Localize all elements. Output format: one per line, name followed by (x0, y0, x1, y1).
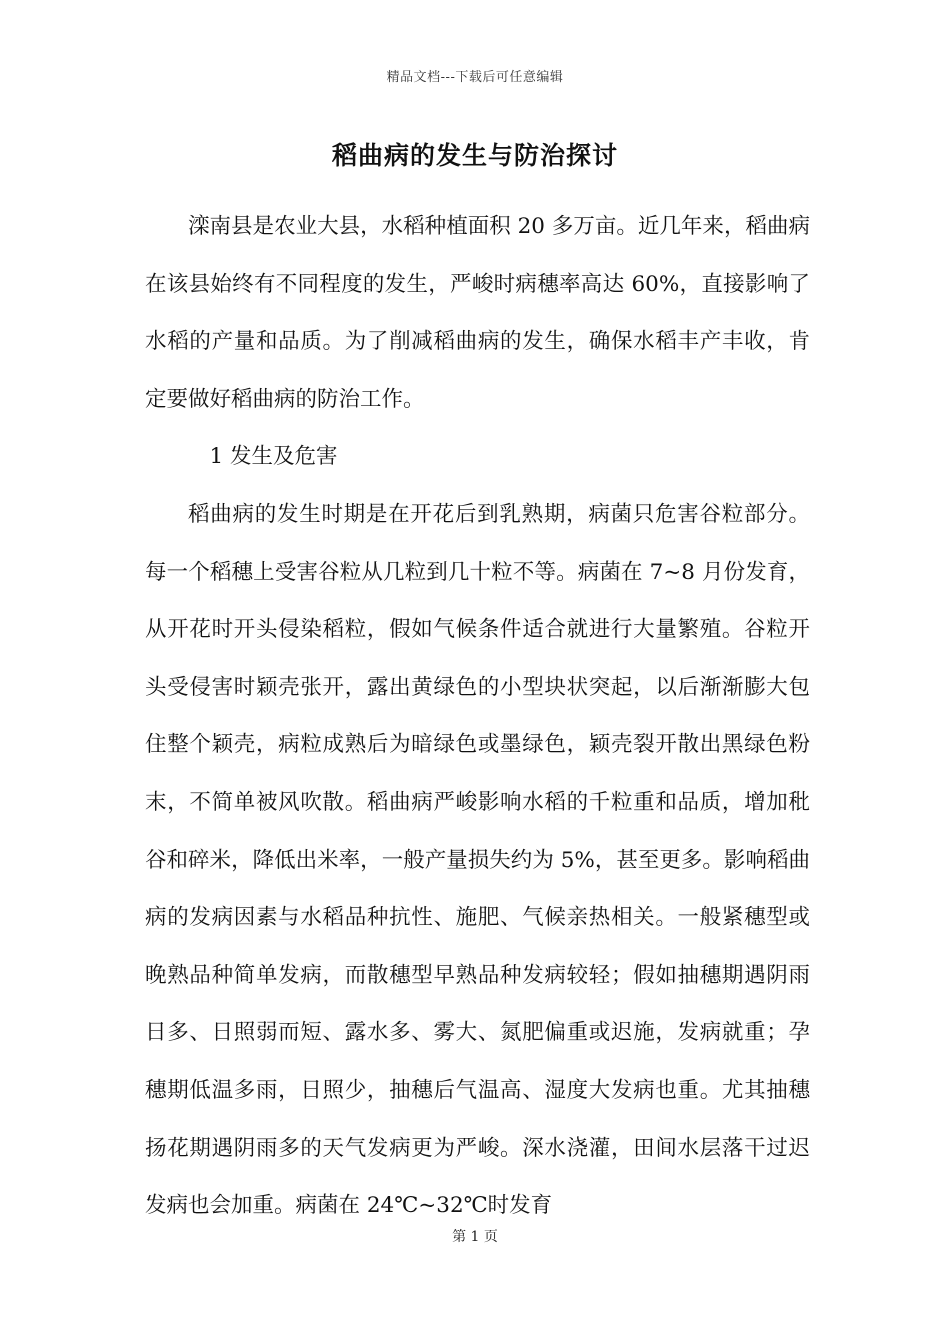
section-heading: 1 发生及危害 (209, 444, 338, 470)
header-note: 精品文档---下载后可任意编辑 (386, 70, 564, 85)
page-number: 第 1 页 (452, 1229, 498, 1245)
document-body (145, 198, 810, 1235)
section-paragraph: 稻曲病的发生时期是在开花后到乳熟期，病菌只危害谷粒部分。每一个稻穗上受害谷粒从几粒到几十粒不等。病菌在 7~8 月份发育，从开花时开头侵染稻粒，假如气候条件适合就进行大量繁殖。谷粒开头受侵害时颖壳张开，露出黄绿色的小型块状突起，以后渐渐膨大包住整个颖壳，病粒成熟后为暗绿色或墨绿色，颖壳裂开散出黑绿色粉末，不简单被风吹散。稻曲病严峻影响水稻的千粒重和品质，增加秕谷和碎米，降低出米率，一般产量损失约为 5%，甚至更多。影响稻曲病的发病因素与水稻品种抗性、施肥、气候亲热相关。一般紧穗型或晚熟品种简单发病，而散穗型早熟品种发病较轻；假如抽穗期遇阴雨日多、日照弱而短、露水多、雾大、氮肥偏重或迟施，发病就重；孕穗期低温多雨，日照少，抽穗后气温高、湿度大发病也重。尤其抽穗扬花期遇阴雨多的天气发病更为严峻。深水浇灌，田间水层落干过迟发病也会加重。病菌在 24℃~32℃时发育 (145, 501, 810, 1219)
document-title: 稻曲病的发生与防治探讨 (331, 141, 618, 170)
intro-paragraph: 滦南县是农业大县，水稻种植面积 20 多万亩。近几年来，稻曲病在该县始终有不同程度的发生，严峻时病穗率高达 60%，直接影响了水稻的产量和品质。为了削减稻曲病的发生，确保水稻丰产丰收，肯定要做好稻曲病的防治工作。 (145, 214, 810, 412)
